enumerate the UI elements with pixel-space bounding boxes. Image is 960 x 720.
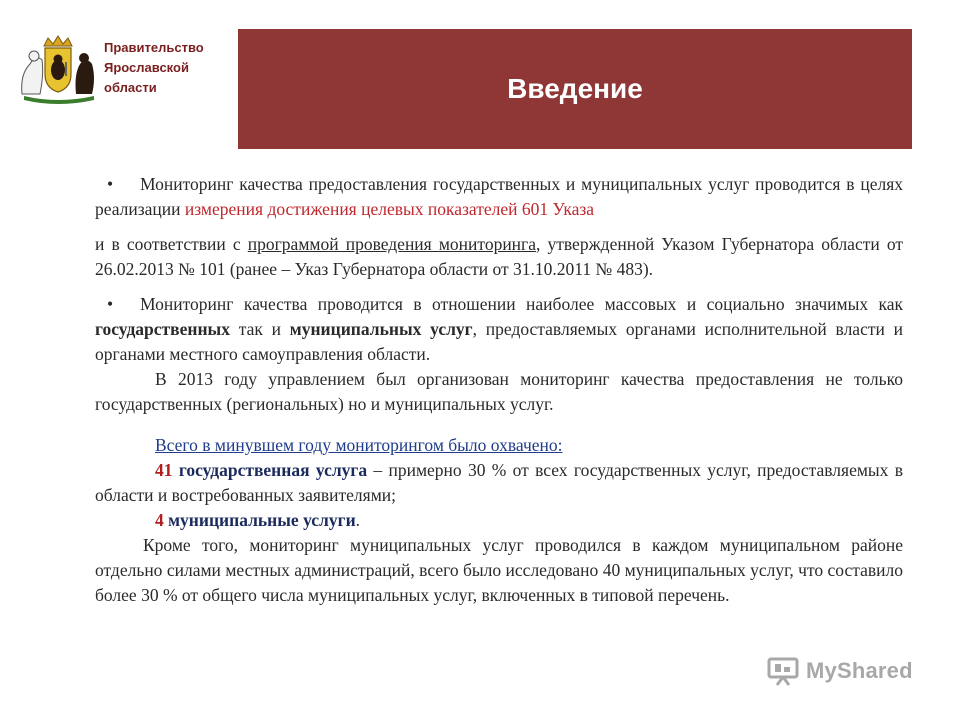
p4-text: В 2013 году управлением был организован мониторинг качества предоставления не только государственных (региональных) но и муниципальных услуг. — [95, 369, 903, 414]
p3-text-a: Мониторинг качества проводится в отношении наиболее массовых и социально значимых как — [140, 294, 903, 314]
p3-text-b: так и — [229, 319, 290, 339]
municipal-services-label: муниципальные услуги — [168, 510, 356, 530]
p1-text: Мониторинг качества предоставления государственных и муниципальных услуг проводится в целях реализации — [95, 174, 903, 219]
paragraph-1 — [95, 172, 903, 222]
bullet-2: • — [107, 294, 114, 314]
org-line-1: Правительство — [104, 40, 204, 55]
coverage-heading-link[interactable]: Всего в минувшем году мониторингом было охвачено: — [155, 435, 563, 455]
bullet-1: • — [107, 174, 114, 194]
p6-text: – примерно 30 % от всех государственных услуг, предоставляемых в области и востребованных заявителями; — [95, 460, 903, 505]
state-services-label: государственная услуга — [178, 460, 368, 480]
paragraph-7 — [95, 508, 903, 533]
org-line-3: области — [104, 80, 157, 95]
monitoring-program-link[interactable]: программой проведения мониторинга — [247, 234, 536, 254]
slide-title: Введение — [507, 73, 643, 104]
paragraph-8 — [95, 533, 903, 608]
watermark-text: MyShared — [806, 658, 913, 683]
p1-highlight: измерения достижения целевых показателей 601 Указа — [184, 199, 595, 219]
paragraph-3 — [95, 292, 903, 367]
paragraph-2 — [95, 232, 903, 282]
organization-name — [104, 38, 204, 98]
title-bar — [238, 29, 912, 149]
p3-bold-state: государственных — [95, 319, 230, 339]
paragraph-4 — [95, 367, 903, 417]
org-line-2: Ярославской — [104, 60, 189, 75]
paragraph-6 — [95, 458, 903, 508]
slide-content — [95, 172, 903, 608]
municipal-services-count: 4 — [155, 510, 164, 530]
p8-text: Кроме того, мониторинг муниципальных услуг проводился в каждом муниципальном районе отдельно силами местных администраций, всего было исследовано 40 муниципальных услуг, что составило более 30 % от общего числа муниципальных услуг, включенных в типовой перечень. — [95, 535, 903, 605]
p7-end: . — [355, 510, 361, 530]
p3-bold-municipal: муниципальных услуг — [289, 319, 473, 339]
p3-text-c: , предоставляемых органами исполнительной власти и органами местного самоуправления области. — [95, 319, 903, 364]
presentation-icon — [766, 656, 800, 686]
coat-of-arms-logo — [14, 34, 102, 106]
state-services-count: 41 — [155, 460, 173, 480]
p2-text-a: и в соответствии с — [95, 234, 248, 254]
watermark — [766, 656, 913, 686]
paragraph-5 — [95, 433, 903, 458]
p2-text-b: , утвержденной Указом Губернатора области от 26.02.2013 № 101 (ранее – Указ Губернатора области от 31.10.2011 № 483). — [95, 234, 904, 279]
